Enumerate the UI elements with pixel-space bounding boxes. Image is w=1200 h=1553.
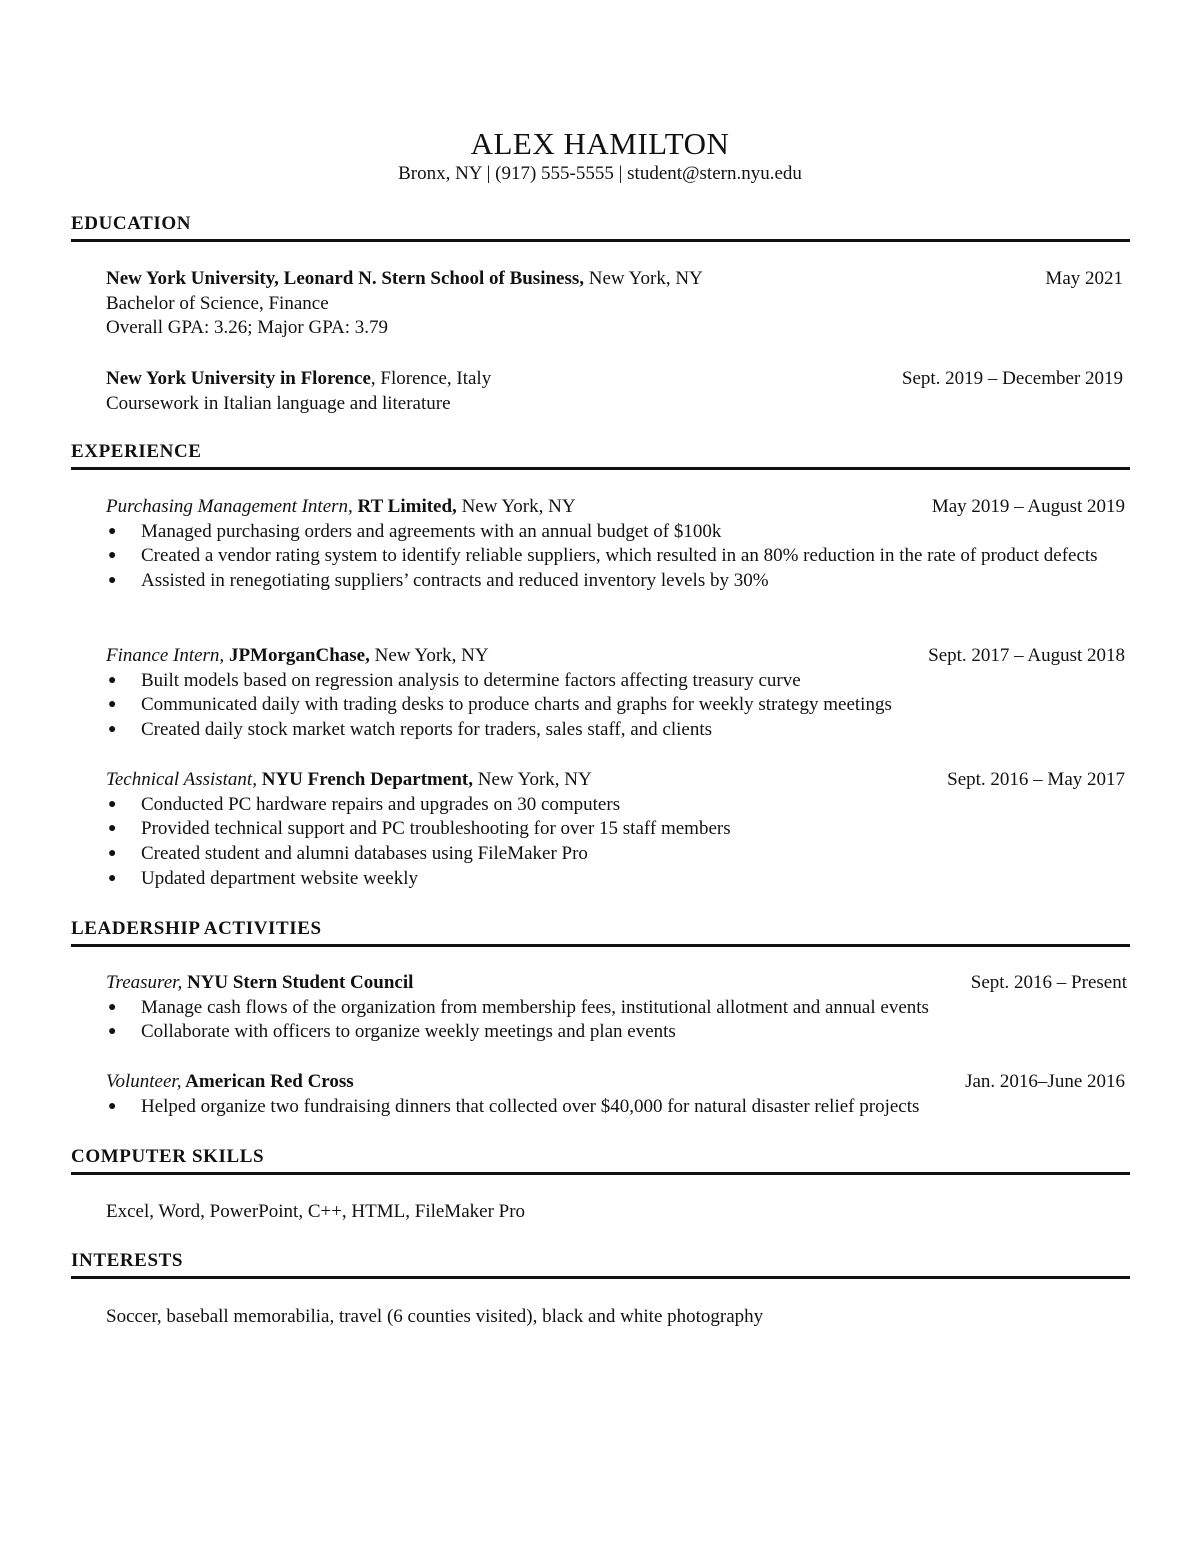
school-name: New York University in Florence xyxy=(106,368,371,389)
bullet-list xyxy=(106,793,1125,892)
list-item: ● Created student and alumni databases using FileMaker Pro xyxy=(106,842,1125,867)
list-item: ● Assisted in renegotiating suppliers’ contracts and reduced inventory levels by 30% xyxy=(106,569,1125,594)
list-item: ● Communicated daily with trading desks to produce charts and graphs for weekly strategy meetings xyxy=(106,693,1125,718)
section-title-education: EDUCATION xyxy=(71,212,1130,242)
school-location: , Florence, Italy xyxy=(370,368,492,389)
company-name: NYU French Department, xyxy=(256,769,473,790)
bullet-list xyxy=(106,669,1125,743)
experience-entry xyxy=(106,644,1125,743)
job-role: Purchasing Management Intern, xyxy=(106,496,353,517)
activity-role: Volunteer, xyxy=(106,1071,182,1092)
leadership-entry xyxy=(106,971,1127,1045)
skills-text: Excel, Word, PowerPoint, C++, HTML, FileMaker Pro xyxy=(106,1201,526,1222)
section-title-leadership: LEADERSHIP ACTIVITIES xyxy=(71,917,1130,947)
leadership-section xyxy=(71,917,1130,947)
job-role: Finance Intern, xyxy=(106,645,225,666)
education-entry xyxy=(106,367,1123,416)
activity-role: Treasurer, xyxy=(106,972,183,993)
job-location: New York, NY xyxy=(472,769,592,790)
job-role: Technical Assistant, xyxy=(106,769,257,790)
degree: Bachelor of Science, Finance xyxy=(106,292,329,314)
job-location: New York, NY xyxy=(456,496,576,517)
organization-name: NYU Stern Student Council xyxy=(182,972,414,993)
section-title-experience: EXPERIENCE xyxy=(71,440,1130,470)
skills-section xyxy=(71,1145,1130,1175)
list-item: ● Conducted PC hardware repairs and upgrades on 30 computers xyxy=(106,793,1125,818)
education-entry xyxy=(106,267,1123,341)
job-location: New York, NY xyxy=(369,645,489,666)
list-item: ● Manage cash flows of the organization from membership fees, institutional allotment and annual events xyxy=(106,996,1127,1021)
education-section xyxy=(71,212,1130,242)
list-item: ● Created a vendor rating system to identify reliable suppliers, which resulted in an 80% reduction in the rate of product defects xyxy=(106,544,1125,569)
entry-date: May 2019 – August 2019 xyxy=(931,496,1125,517)
company-name: RT Limited, xyxy=(352,496,457,517)
list-item: ● Managed purchasing orders and agreements with an annual budget of $100k xyxy=(106,520,1125,545)
leadership-entry xyxy=(106,1070,1125,1119)
gpa: Overall GPA: 3.26; Major GPA: 3.79 xyxy=(106,317,389,339)
interests-section xyxy=(71,1249,1130,1279)
section-title-interests: INTERESTS xyxy=(71,1249,1130,1279)
experience-entry xyxy=(106,768,1125,892)
entry-date: May 2021 xyxy=(1045,268,1123,289)
interests-text: Soccer, baseball memorabilia, travel (6 counties visited), black and white photography xyxy=(106,1306,764,1327)
candidate-name: ALEX HAMILTON xyxy=(470,126,730,161)
section-title-skills: COMPUTER SKILLS xyxy=(71,1145,1130,1175)
coursework: Coursework in Italian language and literature xyxy=(106,392,451,414)
experience-entry xyxy=(106,495,1125,594)
list-item: ● Built models based on regression analysis to determine factors affecting treasury curve xyxy=(106,669,1125,694)
school-name: New York University, Leonard N. Stern School of Business, xyxy=(106,268,585,289)
experience-section xyxy=(71,440,1130,470)
bullet-list xyxy=(106,1095,1125,1120)
list-item: ● Provided technical support and PC troubleshooting for over 15 staff members xyxy=(106,817,1125,842)
list-item: ● Collaborate with officers to organize weekly meetings and plan events xyxy=(106,1020,1127,1045)
contact-info: Bronx, NY | (917) 555-5555 | student@stern.nyu.edu xyxy=(398,163,802,184)
list-item: ● Helped organize two fundraising dinners that collected over $40,000 for natural disaster relief projects xyxy=(106,1095,1125,1120)
entry-date: Sept. 2016 – Present xyxy=(970,972,1127,993)
school-location: New York, NY xyxy=(584,268,703,289)
entry-date: Sept. 2019 – December 2019 xyxy=(901,368,1123,389)
bullet-list xyxy=(106,996,1127,1045)
list-item: ● Updated department website weekly xyxy=(106,867,1125,892)
entry-date: Jan. 2016–June 2016 xyxy=(965,1071,1125,1092)
entry-date: Sept. 2017 – August 2018 xyxy=(928,645,1125,666)
entry-date: Sept. 2016 – May 2017 xyxy=(947,769,1125,790)
list-item: ● Created daily stock market watch reports for traders, sales staff, and clients xyxy=(106,718,1125,743)
company-name: JPMorganChase, xyxy=(224,645,370,666)
organization-name: American Red Cross xyxy=(181,1071,354,1092)
bullet-list xyxy=(106,520,1125,594)
